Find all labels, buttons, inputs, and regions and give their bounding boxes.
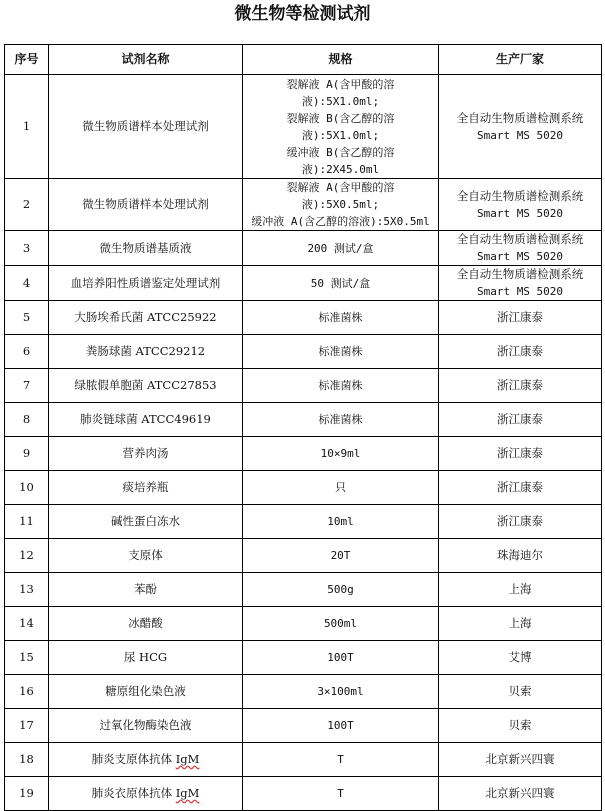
cell-no: 4 [5,266,49,301]
cell-no: 17 [5,709,49,743]
cell-spec [243,179,439,231]
cell-name: 尿 HCG [49,641,243,675]
maker-line: Smart MS 5020 [476,206,564,220]
maker-line: 浙江康泰 [497,446,543,460]
spec-line: 裂解液 A(含甲酸的溶 [286,181,395,194]
cell-spec [243,437,439,471]
spec-line: 液):5X0.5ml; [301,198,380,211]
cell-spec [243,709,439,743]
reagent-table [4,44,602,811]
spec-line: 500g [327,583,354,596]
cell-no: 11 [5,505,49,539]
spec-line: T [337,787,344,800]
page-title: 微生物等检测试剂 [234,4,371,24]
cell-no: 13 [5,573,49,607]
cell-no: 1 [5,75,49,179]
cell-spec [243,266,439,301]
cell-no: 18 [5,743,49,777]
header-spec: 规格 [243,45,439,75]
spec-line: 100T [327,719,354,732]
cell-maker [439,539,602,573]
table-row [5,607,602,641]
table-row [5,573,602,607]
table-row [5,75,602,179]
spec-line: 50 测试/盒 [310,276,371,290]
cell-spec [243,777,439,811]
cell-maker [439,437,602,471]
table-row [5,675,602,709]
table-row [5,743,602,777]
cell-maker [439,743,602,777]
cell-spec [243,505,439,539]
spec-line: 裂解液 B(含乙醇的溶 [286,111,395,125]
cell-name: 大肠埃希氏菌 ATCC25922 [49,301,243,335]
table-row [5,301,602,335]
table-row [5,437,602,471]
cell-no: 8 [5,403,49,437]
cell-name: 肺炎链球菌 ATCC49619 [49,403,243,437]
table-header-row [5,45,602,75]
spec-line: 10ml [327,515,354,528]
spec-line: 20T [330,549,351,562]
maker-line: Smart MS 5020 [476,250,564,263]
cell-maker [439,231,602,266]
maker-line: 北京新兴四寰 [485,786,555,800]
spec-line: 液):2X45.0ml [301,162,380,176]
cell-no: 16 [5,675,49,709]
maker-line: 浙江康泰 [497,412,543,426]
cell-name: 营养肉汤 [49,437,243,471]
table-row [5,709,602,743]
cell-spec [243,641,439,675]
igm-text: IgM [175,752,200,766]
spec-line: 裂解液 A(含甲酸的溶 [286,77,395,91]
cell-no: 19 [5,777,49,811]
cell-name: 肺炎支原体抗体 IgM [49,743,243,777]
maker-line: 贝索 [508,718,532,732]
maker-line: 北京新兴四寰 [485,752,555,766]
spec-line: T [337,753,344,766]
cell-name: 微生物质谱样本处理试剂 [49,75,243,179]
spec-line: 100T [327,651,354,664]
cell-maker [439,403,602,437]
cell-no: 14 [5,607,49,641]
cell-no: 6 [5,335,49,369]
cell-no: 12 [5,539,49,573]
cell-maker [439,607,602,641]
table-row [5,335,602,369]
maker-line: 珠海迪尔 [497,548,543,562]
spec-line: 标准菌株 [318,413,363,426]
table-row [5,539,602,573]
spec-line: 标准菌株 [318,345,363,358]
table-row [5,471,602,505]
maker-line: 贝索 [508,684,532,698]
cell-maker [439,641,602,675]
cell-maker [439,75,602,179]
cell-spec [243,301,439,335]
table-row [5,403,602,437]
maker-line: 全自动生物质谱检测系统 [456,188,584,203]
cell-spec [243,607,439,641]
cell-name: 血培养阳性质谱鉴定处理试剂 [49,266,243,301]
cell-spec [243,539,439,573]
cell-spec [243,369,439,403]
table-row [5,505,602,539]
cell-maker [439,777,602,811]
cell-no: 9 [5,437,49,471]
maker-line: Smart MS 5020 [476,128,564,142]
cell-maker [439,335,602,369]
cell-maker [439,573,602,607]
cell-spec [243,743,439,777]
cell-spec [243,675,439,709]
cell-name: 肺炎衣原体抗体 IgM [49,777,243,811]
maker-line: 浙江康泰 [497,310,543,324]
table-row [5,266,602,301]
cell-spec [243,75,439,179]
maker-line: 浙江康泰 [497,480,543,494]
table-row [5,777,602,811]
cell-name: 粪肠球菌 ATCC29212 [49,335,243,369]
cell-name: 微生物质谱基质液 [49,231,243,266]
spec-line: 标准菌株 [318,311,363,324]
igm-text: IgM [175,786,200,800]
cell-name: 微生物质谱样本处理试剂 [49,179,243,231]
spec-line: 500ml [323,617,358,630]
cell-name: 痰培养瓶 [49,471,243,505]
cell-maker [439,266,602,301]
spec-line: 缓冲液 B(含乙醇的溶 [286,145,395,159]
header-no: 序号 [5,45,49,75]
spec-line: 液):5X1.0ml; [301,128,380,142]
cell-no: 7 [5,369,49,403]
cell-spec [243,335,439,369]
maker-line: 浙江康泰 [497,378,543,392]
cell-spec [243,231,439,266]
cell-maker [439,505,602,539]
cell-no: 5 [5,301,49,335]
cell-spec [243,471,439,505]
spec-line: 缓冲液 A(含乙醇的溶液):5X0.5ml [251,215,430,228]
cell-maker [439,471,602,505]
table-row [5,369,602,403]
maker-line: Smart MS 5020 [476,285,564,298]
cell-maker [439,675,602,709]
spec-line: 标准菌株 [318,379,363,392]
maker-line: 上海 [508,582,532,596]
maker-line: 全自动生物质谱检测系统 [456,110,584,125]
maker-line: 浙江康泰 [497,344,543,358]
spec-line: 液):5X1.0ml; [301,94,380,108]
cell-name: 碱性蛋白冻水 [49,505,243,539]
spec-line: 200 测试/盒 [307,241,374,255]
cell-no: 3 [5,231,49,266]
table-row [5,231,602,266]
cell-maker [439,369,602,403]
cell-no: 15 [5,641,49,675]
header-maker: 生产厂家 [439,45,602,75]
maker-line: 全自动生物质谱检测系统 [456,267,584,281]
maker-line: 上海 [508,616,532,630]
table-body [5,75,602,811]
maker-line: 全自动生物质谱检测系统 [456,232,584,246]
cell-name: 支原体 [49,539,243,573]
spec-line: 10×9ml [320,447,361,460]
maker-line: 浙江康泰 [497,514,543,528]
maker-line: 艾博 [508,650,532,664]
cell-maker [439,301,602,335]
cell-spec [243,403,439,437]
table-row [5,641,602,675]
cell-name: 过氧化物酶染色液 [49,709,243,743]
header-name: 试剂名称 [49,45,243,75]
cell-name: 糖原组化染色液 [49,675,243,709]
cell-name: 绿脓假单胞菌 ATCC27853 [49,369,243,403]
table-row [5,179,602,231]
cell-maker [439,179,602,231]
cell-name: 苯酚 [49,573,243,607]
cell-name: 冰醋酸 [49,607,243,641]
cell-no: 2 [5,179,49,231]
cell-spec [243,573,439,607]
cell-no: 10 [5,471,49,505]
cell-maker [439,709,602,743]
spec-line: 只 [335,481,346,494]
spec-line: 3×100ml [317,685,364,698]
